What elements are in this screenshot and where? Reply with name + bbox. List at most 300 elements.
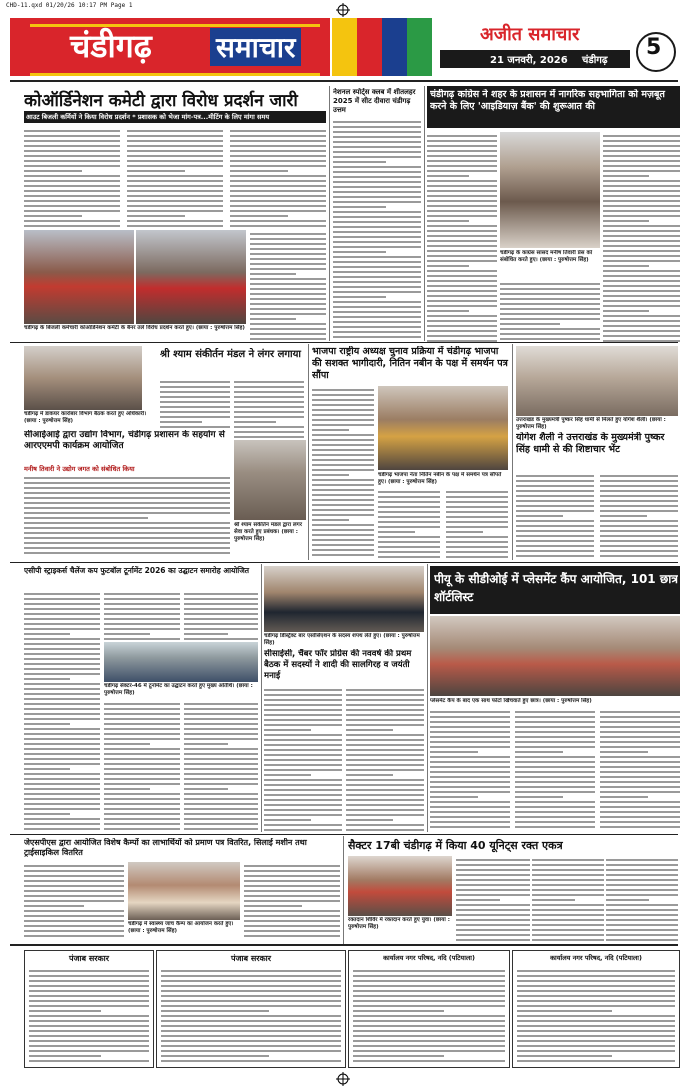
text-line xyxy=(427,310,469,312)
text-line xyxy=(29,1045,149,1047)
text-line xyxy=(24,910,124,912)
text-line xyxy=(600,726,680,728)
text-line xyxy=(104,708,180,710)
text-line xyxy=(24,653,100,655)
text-line xyxy=(603,230,680,232)
text-line xyxy=(456,894,530,896)
text-line xyxy=(234,426,304,428)
text-line xyxy=(230,225,326,227)
text-line xyxy=(244,895,340,897)
text-line xyxy=(29,1055,101,1057)
text-line xyxy=(603,220,649,222)
text-line xyxy=(333,321,421,323)
text-line xyxy=(184,703,258,705)
text-line xyxy=(456,924,530,926)
text-line xyxy=(517,975,675,977)
text-line xyxy=(230,170,288,172)
text-line xyxy=(312,419,374,421)
text-line xyxy=(264,779,342,781)
text-line xyxy=(517,1030,675,1032)
text-line xyxy=(516,525,594,527)
text-line xyxy=(127,205,223,207)
text-line xyxy=(312,454,374,456)
text-line xyxy=(600,786,680,788)
text-line xyxy=(600,761,680,763)
text-line xyxy=(24,185,120,187)
football-text-col-3 xyxy=(184,590,258,640)
text-line xyxy=(250,273,296,275)
text-line xyxy=(312,429,349,431)
text-line xyxy=(160,381,230,383)
text-line xyxy=(346,719,424,721)
registration-mark-bottom xyxy=(336,1072,350,1086)
text-line xyxy=(378,516,440,518)
text-line xyxy=(427,225,497,227)
text-line xyxy=(606,919,678,921)
text-line xyxy=(24,673,100,675)
text-line xyxy=(234,396,304,398)
placement-text-col-3 xyxy=(600,708,680,832)
text-line xyxy=(24,190,120,192)
text-line xyxy=(312,404,374,406)
text-line xyxy=(127,150,223,152)
text-line xyxy=(24,668,100,670)
text-line xyxy=(184,608,258,610)
text-line xyxy=(353,990,505,992)
text-line xyxy=(456,929,530,931)
text-line xyxy=(244,875,340,877)
text-line xyxy=(127,220,223,222)
text-line xyxy=(264,734,342,736)
text-line xyxy=(333,141,421,143)
text-line xyxy=(104,718,180,720)
text-line xyxy=(104,753,180,755)
text-line xyxy=(264,824,342,826)
text-line xyxy=(29,985,149,987)
text-line xyxy=(312,539,374,541)
text-line xyxy=(600,791,680,793)
text-line xyxy=(24,768,70,770)
text-line xyxy=(430,741,510,743)
text-line xyxy=(516,515,563,517)
text-line xyxy=(446,531,483,533)
text-line xyxy=(515,816,595,818)
text-line xyxy=(600,540,678,542)
text-line xyxy=(456,879,530,881)
text-line xyxy=(333,181,421,183)
text-line xyxy=(333,336,421,338)
text-line xyxy=(427,335,497,337)
text-line xyxy=(264,794,342,796)
text-line xyxy=(104,793,180,795)
text-line xyxy=(24,477,230,479)
placement-text-col-1 xyxy=(430,708,510,832)
text-line xyxy=(24,895,124,897)
text-line xyxy=(427,135,497,137)
print-slug: CHD-11.qxd 01/20/26 10:17 PM Page 1 xyxy=(6,2,133,9)
masthead-date: 21 जनवरी, 2026 xyxy=(490,55,568,66)
text-line xyxy=(346,714,424,716)
text-line xyxy=(234,391,304,393)
text-line xyxy=(430,716,510,718)
text-line xyxy=(600,475,678,477)
text-line xyxy=(333,191,421,193)
text-line xyxy=(378,531,415,533)
text-line xyxy=(517,1015,675,1017)
text-line xyxy=(24,865,124,867)
text-line xyxy=(456,884,530,886)
langar-text-col-2 xyxy=(234,378,304,438)
bjp-headline: भाजपा राष्ट्रीय अध्यक्ष चुनाव प्रक्रिया में चंडीगढ़ भाजपा की सशक्त भागीदारी, नितिन नबीन के पक्ष में समर्थन पत्र सौंपा xyxy=(312,346,508,381)
text-line xyxy=(250,318,296,320)
text-line xyxy=(104,773,180,775)
text-line xyxy=(516,555,594,557)
text-line xyxy=(104,743,150,745)
text-line xyxy=(532,909,604,911)
text-line xyxy=(603,295,680,297)
text-line xyxy=(517,1000,675,1002)
text-line xyxy=(250,288,326,290)
text-line xyxy=(234,381,304,383)
text-line xyxy=(161,1010,269,1012)
text-line xyxy=(184,798,258,800)
text-line xyxy=(427,210,497,212)
health-text-col-2 xyxy=(244,862,340,940)
bjp-text-col-2 xyxy=(378,488,440,560)
text-line xyxy=(427,150,497,152)
text-line xyxy=(104,763,180,765)
football-text-col-2 xyxy=(104,590,180,640)
text-line xyxy=(517,1040,675,1042)
text-line xyxy=(515,756,595,758)
text-line xyxy=(24,788,100,790)
text-line xyxy=(24,497,230,499)
text-line xyxy=(24,758,100,760)
text-line xyxy=(346,749,424,751)
text-line xyxy=(346,819,393,821)
text-line xyxy=(515,791,595,793)
text-line xyxy=(600,796,648,798)
govt-ad-1 xyxy=(24,950,154,1068)
text-line xyxy=(250,338,326,340)
text-line xyxy=(603,280,680,282)
text-line xyxy=(600,736,680,738)
text-line xyxy=(244,865,340,867)
text-line xyxy=(104,758,180,760)
text-line xyxy=(244,870,340,872)
govt-ad-3-title: कार्यालय नगर परिषद, नदि (पटियाला) xyxy=(383,954,475,962)
text-line xyxy=(24,492,230,494)
text-line xyxy=(127,195,223,197)
text-line xyxy=(353,1050,505,1052)
text-line xyxy=(184,738,258,740)
rule-row3 xyxy=(10,834,678,835)
lead-text-col-3 xyxy=(230,127,326,227)
text-line xyxy=(517,990,675,992)
text-line xyxy=(127,130,223,132)
text-line xyxy=(353,1025,505,1027)
text-line xyxy=(430,736,510,738)
text-line xyxy=(346,759,424,761)
text-line xyxy=(427,140,497,142)
text-line xyxy=(244,885,340,887)
langar-text-col-1 xyxy=(160,378,230,428)
text-line xyxy=(430,796,478,798)
text-line xyxy=(184,613,258,615)
text-line xyxy=(353,1040,505,1042)
text-line xyxy=(312,459,374,461)
text-line xyxy=(600,485,678,487)
text-line xyxy=(230,140,326,142)
text-line xyxy=(160,391,230,393)
text-line xyxy=(160,401,230,403)
text-line xyxy=(427,280,497,282)
text-line xyxy=(333,246,421,248)
text-line xyxy=(603,325,680,327)
govt-ad-3-body xyxy=(353,967,505,1063)
text-line xyxy=(516,530,594,532)
text-line xyxy=(184,718,258,720)
placement-text-col-2 xyxy=(515,708,595,832)
text-line xyxy=(250,278,326,280)
govt-ad-1-title: पंजाब सरकार xyxy=(68,954,110,963)
text-line xyxy=(515,761,595,763)
text-line xyxy=(161,1055,269,1057)
text-line xyxy=(24,618,100,620)
masthead-rule xyxy=(10,80,678,82)
text-line xyxy=(446,526,508,528)
text-line xyxy=(600,771,680,773)
text-line xyxy=(127,155,223,157)
registration-mark-top xyxy=(336,3,350,17)
text-line xyxy=(517,1055,612,1057)
text-line xyxy=(353,1055,444,1057)
text-line xyxy=(517,1050,675,1052)
text-line xyxy=(127,170,185,172)
text-line xyxy=(600,535,678,537)
text-line xyxy=(312,394,374,396)
text-line xyxy=(456,859,530,861)
text-line xyxy=(603,290,680,292)
text-line xyxy=(603,155,680,157)
text-line xyxy=(532,934,604,936)
text-line xyxy=(333,301,421,303)
lead-caption: चंडीगढ़ के बिजली कर्मचारी कोऑर्डिनेशन कमेटी के बैनर तले विरोध प्रदर्शन करते हुए। (छाया : पुरुषोत्तम सिंह) xyxy=(24,325,245,331)
text-line xyxy=(244,905,302,907)
text-line xyxy=(161,1005,341,1007)
text-line xyxy=(24,527,230,529)
text-line xyxy=(104,593,180,595)
text-line xyxy=(600,776,680,778)
text-line xyxy=(532,929,604,931)
text-line xyxy=(312,399,374,401)
text-line xyxy=(430,811,510,813)
text-line xyxy=(184,598,258,600)
text-line xyxy=(312,489,374,491)
text-line xyxy=(29,980,149,982)
text-line xyxy=(250,328,326,330)
text-line xyxy=(184,723,258,725)
text-line xyxy=(333,251,386,253)
masthead-title-right: समाचार xyxy=(210,28,301,66)
text-line xyxy=(24,593,100,595)
text-line xyxy=(234,436,304,438)
text-line xyxy=(333,326,421,328)
text-line xyxy=(24,900,124,902)
text-line xyxy=(184,623,258,625)
text-line xyxy=(378,546,440,548)
text-line xyxy=(603,245,680,247)
text-line xyxy=(515,826,595,828)
text-line xyxy=(603,215,680,217)
text-line xyxy=(517,1060,675,1062)
text-line xyxy=(427,190,497,192)
yogesh-caption: उत्तराखंड के मुख्यमंत्री पुष्कर सिंह धामी से मिलते हुए योगेश शैली। (छाया : पुरुषोत्तम सिंह) xyxy=(516,417,666,430)
text-line xyxy=(24,773,100,775)
bar-text-col-1 xyxy=(264,686,342,832)
yogesh-text-col-2 xyxy=(600,472,678,560)
text-line xyxy=(427,245,497,247)
text-line xyxy=(333,201,421,203)
text-line xyxy=(446,516,508,518)
text-line xyxy=(515,781,595,783)
football-photo xyxy=(104,642,258,682)
text-line xyxy=(333,131,421,133)
divider-v5 xyxy=(261,564,262,832)
text-line xyxy=(250,238,326,240)
text-line xyxy=(603,240,680,242)
text-line xyxy=(234,411,304,413)
text-line xyxy=(333,161,386,163)
text-line xyxy=(532,864,604,866)
text-line xyxy=(600,766,680,768)
text-line xyxy=(427,230,497,232)
text-line xyxy=(24,920,124,922)
text-line xyxy=(24,215,82,217)
text-line xyxy=(104,623,180,625)
text-line xyxy=(230,155,326,157)
text-line xyxy=(264,699,342,701)
text-line xyxy=(532,889,604,891)
text-line xyxy=(184,813,258,815)
text-line xyxy=(264,729,311,731)
lead-text-col-1 xyxy=(24,127,120,227)
text-line xyxy=(532,904,604,906)
text-line xyxy=(244,900,340,902)
text-line xyxy=(606,909,678,911)
text-line xyxy=(446,496,508,498)
text-line xyxy=(427,270,497,272)
text-line xyxy=(603,150,680,152)
text-line xyxy=(24,155,120,157)
text-line xyxy=(532,914,604,916)
text-line xyxy=(104,638,180,640)
text-line xyxy=(517,1020,675,1022)
text-line xyxy=(333,171,421,173)
text-line xyxy=(24,170,82,172)
text-line xyxy=(532,859,604,861)
text-line xyxy=(24,165,120,167)
text-line xyxy=(161,995,341,997)
lead-photo-left xyxy=(24,230,134,324)
text-line xyxy=(430,721,510,723)
text-line xyxy=(600,781,680,783)
health-text-col-1 xyxy=(24,862,124,940)
text-line xyxy=(333,156,421,158)
text-line xyxy=(312,439,374,441)
text-line xyxy=(456,919,530,921)
text-line xyxy=(104,803,180,805)
text-line xyxy=(24,935,124,937)
health-photo xyxy=(128,862,240,920)
text-line xyxy=(606,869,678,871)
text-line xyxy=(264,819,311,821)
text-line xyxy=(24,683,100,685)
text-line xyxy=(532,939,604,941)
yogesh-text-col-1 xyxy=(516,472,594,560)
masthead-color-bars xyxy=(332,18,432,76)
text-line xyxy=(160,421,202,423)
text-line xyxy=(104,828,180,830)
text-line xyxy=(230,210,326,212)
text-line xyxy=(184,828,258,830)
text-line xyxy=(161,970,341,972)
text-line xyxy=(24,200,120,202)
govt-ad-1-body xyxy=(29,967,149,1063)
text-line xyxy=(333,151,421,153)
text-line xyxy=(250,303,326,305)
text-line xyxy=(24,512,230,514)
text-line xyxy=(104,823,180,825)
text-line xyxy=(333,311,421,313)
text-line xyxy=(603,185,680,187)
text-line xyxy=(603,165,680,167)
text-line xyxy=(606,904,678,906)
text-line xyxy=(230,220,326,222)
text-line xyxy=(24,803,100,805)
text-line xyxy=(161,1030,341,1032)
text-line xyxy=(353,985,505,987)
col3-headline: नेशनल स्पोर्ट्स क्लब में शीतलहर 2025 में सीट दीवारा चंडीगढ़ उत्तम xyxy=(333,88,416,114)
text-line xyxy=(24,547,230,549)
text-line xyxy=(24,733,100,735)
text-line xyxy=(29,1010,101,1012)
text-line xyxy=(250,313,326,315)
divider-v3 xyxy=(308,344,309,560)
text-line xyxy=(603,265,649,267)
text-line xyxy=(24,890,124,892)
text-line xyxy=(127,225,223,227)
text-line xyxy=(24,628,100,630)
text-line xyxy=(346,789,424,791)
bar-photo xyxy=(264,566,424,632)
text-line xyxy=(127,185,223,187)
text-line xyxy=(230,135,326,137)
text-line xyxy=(346,739,424,741)
text-line xyxy=(161,980,341,982)
text-line xyxy=(184,783,258,785)
text-line xyxy=(346,809,424,811)
text-line xyxy=(606,874,678,876)
text-line xyxy=(600,826,680,828)
blood-text-col-2 xyxy=(532,856,604,942)
text-line xyxy=(516,510,594,512)
text-line xyxy=(603,335,680,337)
text-line xyxy=(24,743,100,745)
text-line xyxy=(250,248,326,250)
text-line xyxy=(603,140,680,142)
langar-photo xyxy=(234,440,306,520)
